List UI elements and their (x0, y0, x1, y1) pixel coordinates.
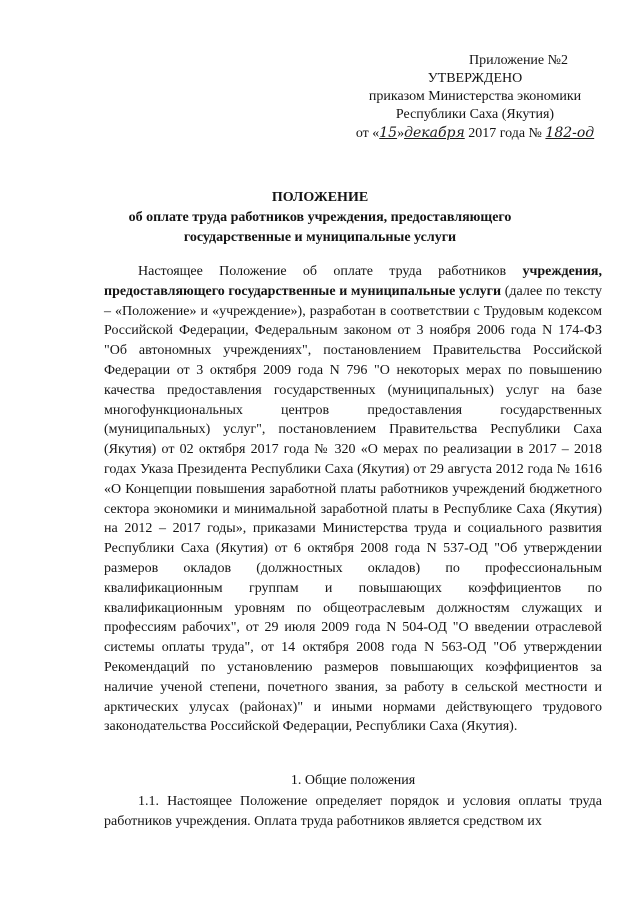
date-year: 2017 года № (464, 126, 546, 141)
intro-rest: (далее по тексту – «Положение» и «учреждение»), разработан в соответствии с Трудовым кодексом Российской Федерации, Федеральным законом от 3 ноября 2006 года N 174-ФЗ "Об автономных учреждениях", постановлением Правительства Российской Федерации от 3 октября 2009 года N 796 "О некоторых мерах по повышению качества предоставления государственных (муниципальных) услуг на базе многофункциональных центров предоставления государственных (муниципальных) услуг", постановлением Правительства Республики Саха (Якутия) от 02 октября 2017 года № 320 «О мерах по реализации в 2017 – 2018 годах Указа Президента Республики Саха (Якутия) от 29 августа 2012 года № 1616 «О Концепции повышения заработной платы работников учреждений бюджетного сектора экономики и минимальной заработной платы в Республике Саха (Якутия) на 2012 – 2017 годы», приказами Министерства труда и социального развития Республики Саха (Якутия) от 6 октября 2008 года N 537-ОД "Об утверждении размеров окладов (должностных окладов) по профессиональным квалификационным группам и повышающих коэффициентов по квалификационным уровням по общеотраслевым должностям служащих и профессиям рабочих", от 29 июля 2009 года N 504-ОД "О введении отраслевой системы оплаты труда", от 14 октября 2008 года N 563-ОД "Об утверждении Рекомендаций по установлению размеров повышающих коэффициентов за наличие ученой степени, почетного звания, за работу в сельской местности и арктических улусах (районах)" и иными нормами действующего трудового законодательства Российской Федерации, Республики Саха (Якутия). (104, 283, 602, 735)
date-month-handwritten: декабря (404, 125, 465, 141)
title-line-1: об оплате труда работников учреждения, предоставляющего (128, 210, 512, 225)
title-heading: ПОЛОЖЕНИЕ (271, 190, 369, 205)
approved-label: УТВЕРЖДЕНО (427, 71, 523, 86)
document-title (100, 188, 540, 248)
order-line-1: приказом Министерства экономики (368, 89, 582, 104)
date-prefix: от « (355, 126, 380, 141)
order-number-handwritten: 182-од (545, 125, 595, 141)
point-1-1 (104, 792, 602, 832)
intro-bold: учреждения, предоставляющего государственные и муниципальные услуги (104, 264, 602, 299)
intro-paragraph (104, 262, 602, 737)
date-mid: » (397, 126, 405, 141)
order-date-line (340, 124, 610, 143)
section-1-heading: 1. Общие положения (290, 773, 416, 788)
appendix-label: Приложение №2 (469, 53, 568, 68)
date-day-handwritten: 15 (379, 125, 398, 141)
order-line-2: Республики Саха (Якутия) (395, 107, 555, 122)
title-line-2: государственные и муниципальные услуги (183, 230, 457, 245)
approval-stamp (340, 52, 610, 143)
point-1-1-text: 1.1. Настоящее Положение определяет порядок и условия оплаты труда работников учреждения. Оплата труда работников является средством их (104, 794, 602, 829)
intro-lead: Настоящее Положение об оплате труда работников (138, 264, 523, 279)
